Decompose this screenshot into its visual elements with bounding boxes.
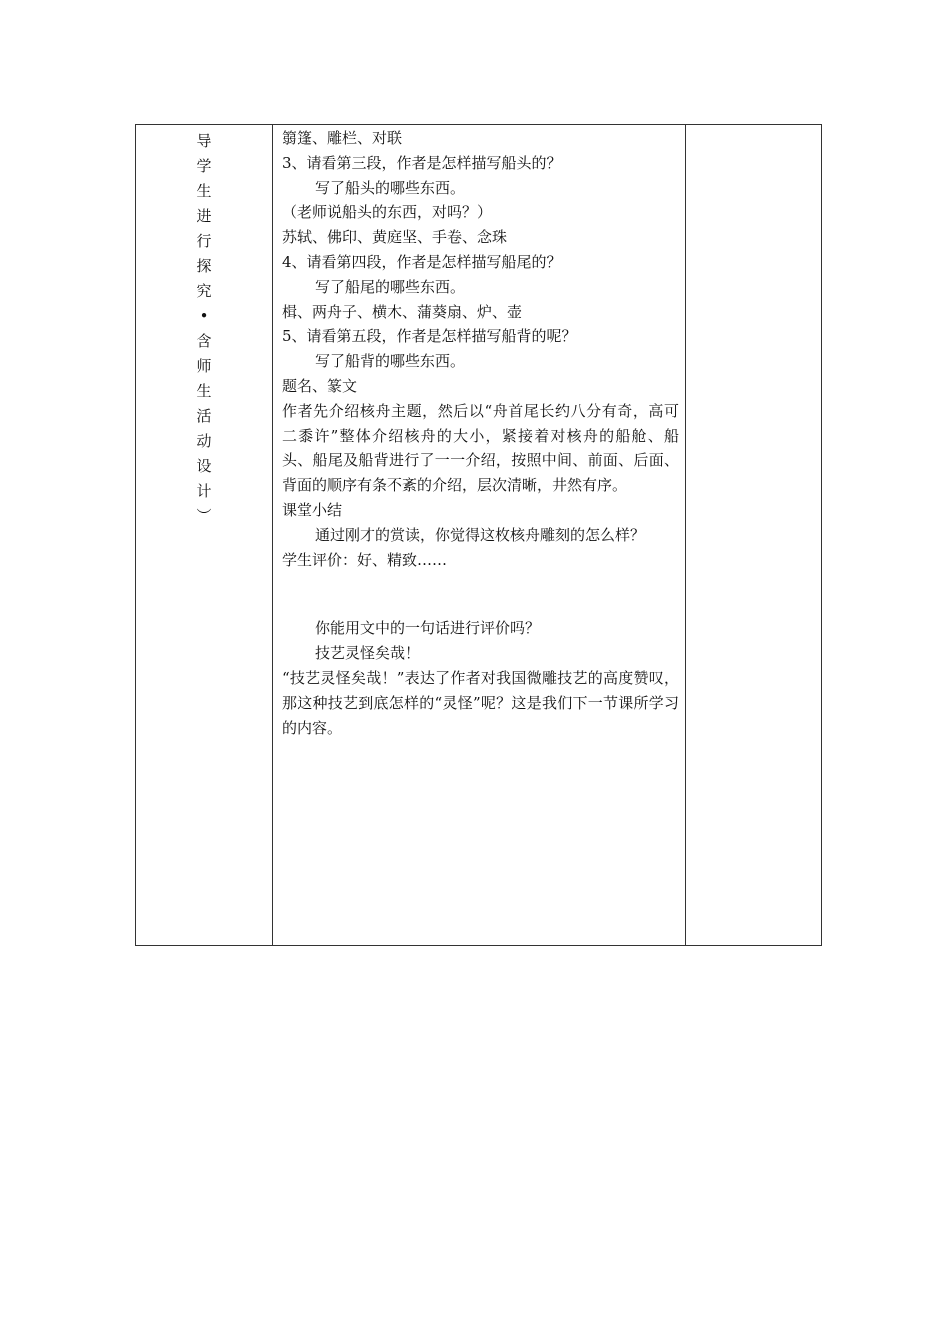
- summary-paragraph: 作者先介绍核舟主题，然后以“舟首尾长约八分有奇，高可二黍许”整体介绍核舟的大小，紧接着对核舟的船舱、船头、船尾及船背进行了一一介绍，按照中间、前面、后面、背面的顺序有条不紊的介绍，层次清晰，井然有序。: [282, 401, 679, 495]
- text-line: 写了船头的哪些东西。: [315, 178, 466, 197]
- text-line: 楫、两舟子、横木、蒲葵扇、炉、壶: [282, 302, 523, 321]
- text-line: 篛篷、雕栏、对联: [282, 129, 403, 147]
- vertical-activity-label: [136, 129, 272, 529]
- text-line: 写了船尾的哪些东西。: [315, 277, 466, 296]
- label-char: 活: [196, 407, 212, 425]
- text-line: 技艺灵怪矣哉！: [315, 644, 421, 663]
- label-char: 师: [196, 357, 212, 375]
- text-line: 苏轼、佛印、黄庭坚、手卷、念珠: [282, 228, 508, 247]
- question-3: 3、请看第三段，作者是怎样描写船头的？: [282, 153, 562, 172]
- label-char: 设: [196, 457, 212, 475]
- label-char: 进: [196, 207, 212, 225]
- text-line: 通过刚才的赏读，你觉得这枚核舟雕刻的怎么样？: [315, 525, 646, 544]
- closing-paragraph: “技艺灵怪矣哉！”表达了作者对我国微雕技艺的高度赞叹，那这种技艺到底怎样的“灵怪”呢？这是我们下一节课所学习的内容。: [282, 668, 679, 737]
- lesson-content: [282, 125, 679, 740]
- question-4: 4、请看第四段，作者是怎样描写船尾的？: [282, 252, 562, 271]
- text-line: 学生评价：好、精致……: [282, 550, 448, 569]
- text-line: 题名、篆文: [282, 376, 358, 395]
- label-char: 导: [196, 132, 212, 150]
- content-cell: [273, 125, 686, 945]
- notes-cell: [686, 125, 821, 945]
- label-char: 学: [196, 157, 212, 175]
- label-char: 生: [196, 382, 212, 400]
- label-char: 计: [196, 482, 212, 500]
- text-line: 写了船背的哪些东西。: [315, 352, 466, 371]
- label-char: •: [199, 307, 209, 325]
- text-line: 你能用文中的一句话进行评价吗？: [315, 619, 541, 638]
- activity-label-cell: [136, 125, 273, 945]
- text-line: （老师说船头的东西，对吗？）: [282, 203, 493, 222]
- label-char: 含: [196, 332, 212, 350]
- section-heading: 课堂小结: [282, 500, 343, 519]
- label-char: 行: [196, 232, 212, 250]
- label-char: 探: [196, 257, 212, 275]
- lesson-plan-table: [135, 124, 822, 946]
- label-char: 生: [196, 182, 212, 200]
- label-char: 究: [196, 282, 212, 300]
- question-5: 5、请看第五段，作者是怎样描写船背的呢？: [282, 327, 577, 346]
- label-char: 动: [196, 432, 212, 450]
- label-char: ︶: [196, 507, 212, 525]
- blank-space: [282, 572, 679, 616]
